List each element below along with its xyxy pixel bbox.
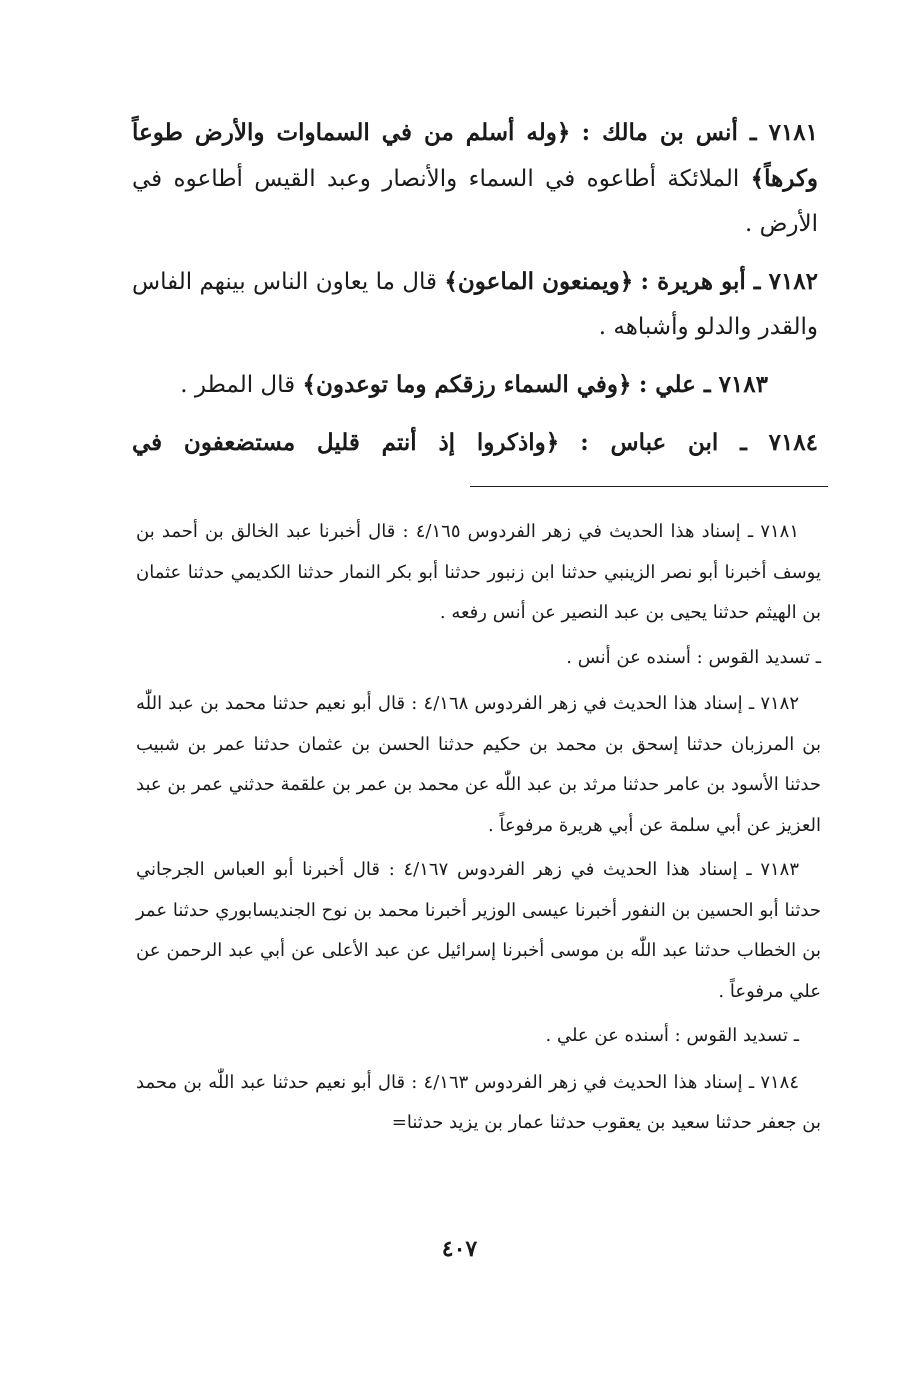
footnote-divider (470, 486, 828, 487)
quran-verse: ﴿وله أسلم من في السماوات والأرض طوعاً وكرهاً﴾ (132, 119, 819, 192)
quran-verse: ﴿وفي السماء رزقكم وما توعدون﴾ (302, 371, 632, 398)
entry-head: ٧١٨١ ـ أنس بن مالك : (581, 119, 819, 146)
entry-head: ٧١٨٣ ـ علي : (638, 371, 768, 398)
footnote-7181-remark: ـ تسديد القوس : أسنده عن أنس . (566, 646, 821, 668)
footnotes-block (136, 512, 821, 1148)
footnote-7181: ٧١٨١ ـ إسناد هذا الحديث في زهر الفردوس ٤/١٦٥ : قال أخبرنا عبد الخالق بن أحمد بن يوسف أخبرنا أبو نصر الزينبي حدثنا ابن زنبور حدثنا أبو بكر النمار حدثنا الكديمي حدثنا عثمان بن الهيثم حدثنا يحيى بن عبد النصير عن أنس رفعه . (136, 521, 821, 623)
entry-7182 (132, 259, 818, 350)
entry-7184 (132, 420, 818, 466)
quran-verse: ﴿واذكروا إذ أنتم قليل مستضعفون في (132, 429, 560, 456)
page-number: ٤٠٧ (441, 1236, 478, 1262)
entry-text: قال المطر . (180, 372, 296, 398)
entry-text: قال ما يعاون الناس بينهم الفاس والقدر والدلو وأشباهه . (132, 269, 818, 340)
entry-7181 (132, 110, 818, 247)
entry-head: ٧١٨٢ ـ أبو هريرة : (640, 268, 819, 295)
quran-verse: ﴿ويمنعون الماعون﴾ (444, 268, 634, 295)
main-text-block (132, 110, 818, 478)
entry-text: الملائكة أطاعوه في السماء والأنصار وعبد القيس أطاعوه في الأرض . (132, 166, 818, 237)
footnote-7183-remark: ـ تسديد القوس : أسنده عن علي . (545, 1025, 799, 1046)
footnote-7183: ٧١٨٣ ـ إسناد هذا الحديث في زهر الفردوس ٤/١٦٧ : قال أخبرنا أبو العباس الجرجاني حدثنا أبو الحسين بن النفور أخبرنا عيسى الوزير أخبرنا محمد بن نوح الجنديسابوري حدثنا عمر بن الخطاب حدثنا عبد اللّٰه بن موسى أخبرنا إسرائيل عن عبد الأعلى عن أبي عبد الرحمن عن علي مرفوعاً . (136, 859, 821, 1002)
entry-7183 (132, 362, 818, 408)
footnote-7182: ٧١٨٢ ـ إسناد هذا الحديث في زهر الفردوس ٤/١٦٨ : قال أبو نعيم حدثنا محمد بن عبد اللّٰه بن المرزبان حدثنا إسحق بن محمد بن حكيم حدثنا الحسن بن عثمان حدثنا عمر بن شبيب حدثنا الأسود بن عامر حدثنا مرثد بن عبد اللّٰه عن محمد بن عمر بن علقمة حدثني عمر بن عبد العزيز عن أبي سلمة عن أبي هريرة مرفوعاً . (136, 693, 821, 836)
footnote-7184: ٧١٨٤ ـ إسناد هذا الحديث في زهر الفردوس ٤/١٦٣ : قال أبو نعيم حدثنا عبد اللّٰه بن محمد بن جعفر حدثنا سعيد بن يعقوب حدثنا عمار بن يزيد حدثنا= (136, 1071, 821, 1133)
entry-head: ٧١٨٤ ـ ابن عباس : (580, 429, 819, 456)
